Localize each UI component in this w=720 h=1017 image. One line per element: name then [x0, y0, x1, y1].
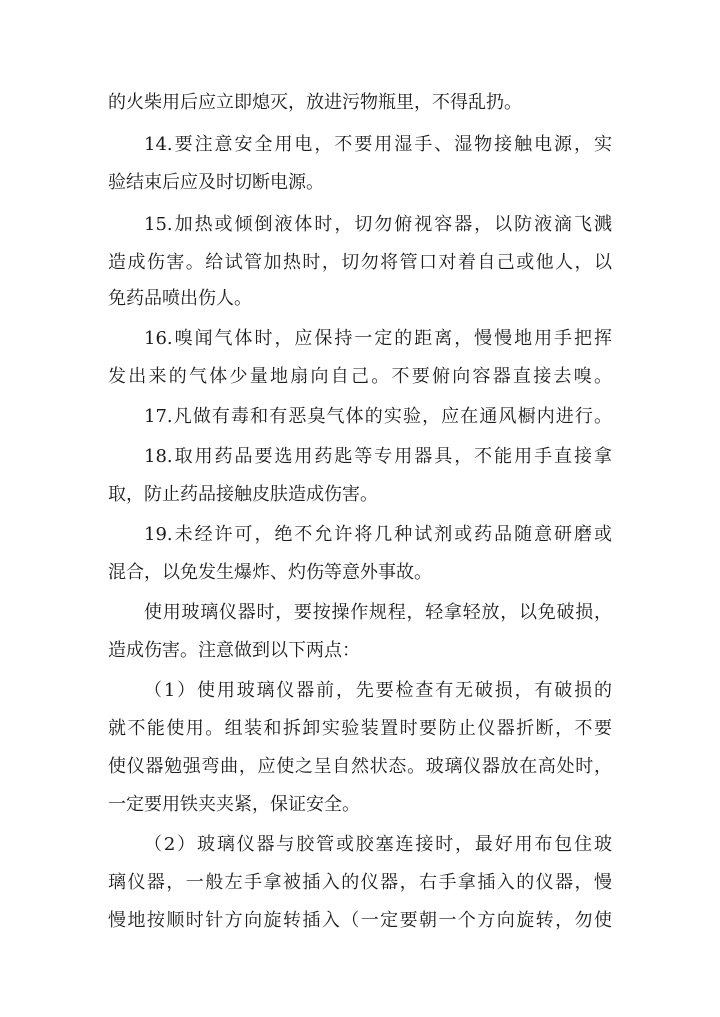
text-line: 取，防止药品接触皮肤造成伤害。 [108, 484, 378, 505]
text-line: 15.加热或倾倒液体时，切勿俯视容器，以防液滴飞溅 [144, 214, 612, 235]
text-line: 慢地按顺时针方向旋转插入（一定要朝一个方向旋转，勿使 [108, 910, 612, 931]
text-line: 造成伤害。注意做到以下两点： [108, 640, 360, 661]
text-line: （1）使用玻璃仪器前，先要检查有无破损，有破损的 [144, 680, 612, 701]
text-line: 一定要用铁夹夹紧，保证安全。 [108, 794, 360, 815]
text-line: 使用玻璃仪器时，要按操作规程，轻拿轻放，以免破损， [144, 602, 612, 623]
text-line: （2）玻璃仪器与胶管或胶塞连接时，最好用布包住玻 [144, 834, 612, 855]
text-line: 18.取用药品要选用药匙等专用器具，不能用手直接拿 [144, 446, 612, 467]
text-line: 16.嗅闻气体时，应保持一定的距离，慢慢地用手把挥 [144, 328, 612, 349]
text-line: 发出来的气体少量地扇向自己。不要俯向容器直接去嗅。 [108, 366, 612, 387]
text-line: 使仪器勉强弯曲，应使之呈自然状态。玻璃仪器放在高处时， [108, 756, 612, 777]
text-line: 17.凡做有毒和有恶臭气体的实验，应在通风橱内进行。 [144, 406, 612, 427]
text-line: 就不能使用。组装和拆卸实验装置时要防止仪器折断，不要 [108, 718, 612, 739]
text-line: 造成伤害。给试管加热时，切勿将管口对着自己或他人，以 [108, 252, 612, 273]
text-line: 19.未经许可，绝不允许将几种试剂或药品随意研磨或 [144, 524, 612, 545]
text-line: 免药品喷出伤人。 [108, 288, 252, 309]
text-line: 混合，以免发生爆炸、灼伤等意外事故。 [108, 562, 432, 583]
text-line: 验结束后应及时切断电源。 [108, 172, 324, 193]
text-line: 14.要注意安全用电，不要用湿手、湿物接触电源，实 [144, 134, 612, 155]
text-line: 的火柴用后应立即熄灭，放进污物瓶里，不得乱扔。 [108, 92, 522, 113]
text-line: 璃仪器，一般左手拿被插入的仪器，右手拿插入的仪器，慢 [108, 872, 612, 893]
